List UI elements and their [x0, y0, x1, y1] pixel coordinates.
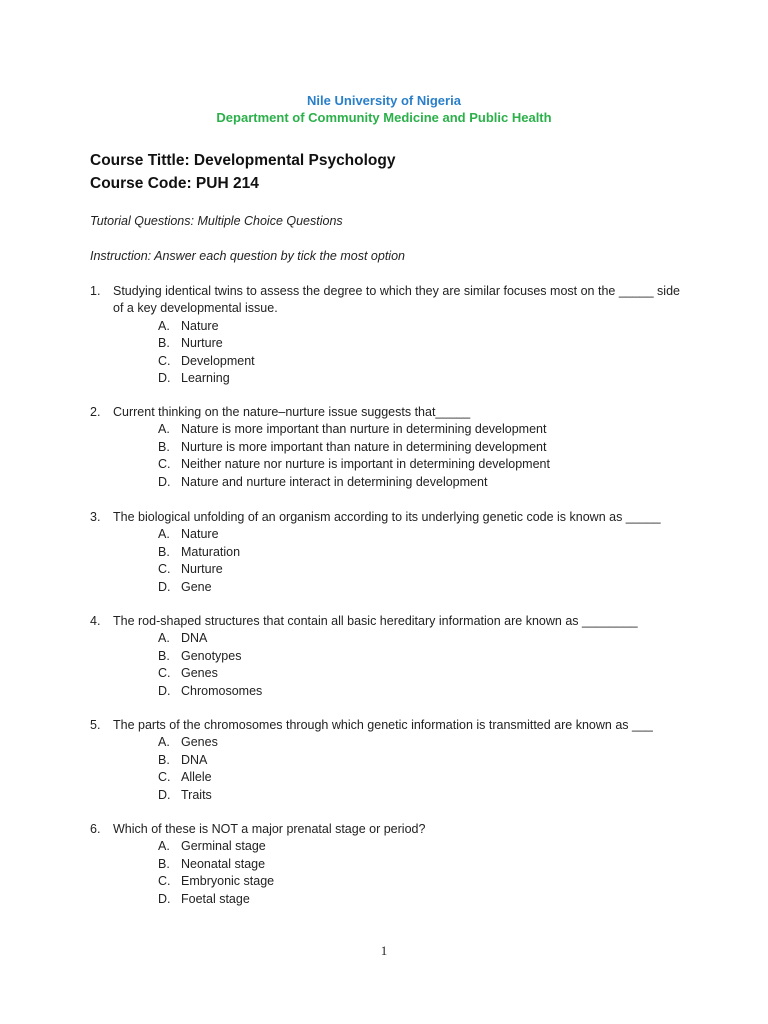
option-letter: C.: [158, 770, 171, 785]
option-b[interactable]: [90, 544, 680, 561]
option-letter: D.: [158, 579, 171, 594]
option-d[interactable]: [90, 579, 680, 596]
question-text: Current thinking on the nature–nurture issue suggests that_____: [113, 405, 471, 419]
option-d[interactable]: [90, 474, 680, 491]
option-letter: B.: [158, 336, 170, 351]
question-2: [90, 404, 680, 491]
option-text: Nurture: [181, 562, 223, 577]
option-letter: B.: [158, 544, 170, 559]
option-text: Neonatal stage: [181, 856, 266, 871]
option-a[interactable]: [90, 838, 680, 855]
department-name: Department of Community Medicine and Public Health: [216, 110, 552, 125]
option-list: [90, 630, 680, 700]
option-letter: A.: [158, 735, 170, 750]
option-b[interactable]: [90, 648, 680, 665]
university-name: Nile University of Nigeria: [307, 93, 461, 108]
option-letter: D.: [158, 787, 171, 802]
option-text: Learning: [181, 371, 230, 386]
option-text: Nature: [181, 318, 219, 333]
question-text: Studying identical twins to assess the degree to which they are similar focuses most on the _____ side of a key developmental issue.: [113, 284, 680, 316]
option-text: Genes: [181, 735, 218, 750]
option-text: Gene: [181, 579, 212, 594]
option-letter: A.: [158, 631, 170, 646]
option-c[interactable]: [90, 873, 680, 890]
question-number: 1.: [90, 284, 101, 298]
option-text: Allele: [181, 770, 212, 785]
option-letter: B.: [158, 439, 170, 454]
option-letter: C.: [158, 874, 171, 889]
option-c[interactable]: [90, 353, 680, 370]
option-letter: D.: [158, 683, 171, 698]
option-a[interactable]: [90, 421, 680, 438]
option-letter: B.: [158, 648, 170, 663]
option-letter: D.: [158, 474, 171, 489]
option-letter: C.: [158, 562, 171, 577]
question-number: 3.: [90, 510, 101, 524]
option-letter: D.: [158, 371, 171, 386]
question-number: 6.: [90, 822, 101, 836]
option-a[interactable]: [90, 318, 680, 335]
option-text: DNA: [181, 631, 208, 646]
question-number: 2.: [90, 405, 101, 419]
question-5: [90, 717, 680, 804]
option-text: Embryonic stage: [181, 874, 275, 889]
option-text: Nature is more important than nurture in determining development: [181, 422, 547, 437]
option-d[interactable]: [90, 370, 680, 387]
option-c[interactable]: [90, 665, 680, 682]
option-c[interactable]: [90, 769, 680, 786]
option-letter: B.: [158, 752, 170, 767]
option-letter: C.: [158, 666, 171, 681]
option-text: Neither nature nor nurture is important in determining development: [181, 457, 550, 472]
option-b[interactable]: [90, 335, 680, 352]
option-letter: A.: [158, 422, 170, 437]
question-text: Which of these is NOT a major prenatal stage or period?: [113, 822, 426, 836]
question-6: [90, 821, 680, 908]
option-list: [90, 838, 680, 908]
question-number: 5.: [90, 718, 101, 732]
option-letter: A.: [158, 527, 170, 542]
option-c[interactable]: [90, 561, 680, 578]
question-number: 4.: [90, 614, 101, 628]
option-text: Nurture: [181, 336, 223, 351]
option-letter: A.: [158, 318, 170, 333]
option-letter: A.: [158, 839, 170, 854]
option-text: Foetal stage: [181, 891, 250, 906]
question-text: The biological unfolding of an organism according to its underlying genetic code is known as _____: [113, 510, 661, 524]
tutorial-note: Tutorial Questions: Multiple Choice Questions: [90, 214, 343, 228]
option-letter: C.: [158, 353, 171, 368]
option-list: [90, 318, 680, 388]
option-letter: B.: [158, 856, 170, 871]
option-list: [90, 421, 680, 491]
question-4: [90, 613, 680, 700]
option-d[interactable]: [90, 787, 680, 804]
course-title: Course Tittle: Developmental Psychology: [90, 152, 396, 169]
option-text: Nature and nurture interact in determining development: [181, 474, 488, 489]
course-code: Course Code: PUH 214: [90, 175, 259, 192]
question-text: The parts of the chromosomes through which genetic information is transmitted are known as ___: [113, 718, 653, 732]
instruction-text: Instruction: Answer each question by tick the most option: [90, 249, 405, 263]
option-a[interactable]: [90, 734, 680, 751]
option-list: [90, 734, 680, 804]
option-text: Maturation: [181, 544, 241, 559]
question-1: [90, 283, 680, 387]
option-text: Development: [181, 353, 255, 368]
question-3: [90, 509, 680, 596]
option-text: Genotypes: [181, 648, 242, 663]
option-letter: D.: [158, 891, 171, 906]
option-a[interactable]: [90, 526, 680, 543]
option-b[interactable]: [90, 752, 680, 769]
option-list: [90, 526, 680, 596]
option-b[interactable]: [90, 856, 680, 873]
option-text: Traits: [181, 787, 212, 802]
question-text: The rod-shaped structures that contain all basic hereditary information are known as ________: [113, 614, 638, 628]
option-b[interactable]: [90, 439, 680, 456]
option-text: Chromosomes: [181, 683, 263, 698]
option-a[interactable]: [90, 630, 680, 647]
option-letter: C.: [158, 457, 171, 472]
option-text: DNA: [181, 752, 208, 767]
option-text: Genes: [181, 666, 218, 681]
option-d[interactable]: [90, 683, 680, 700]
option-text: Germinal stage: [181, 839, 266, 854]
option-text: Nurture is more important than nature in determining development: [181, 439, 547, 454]
page-number: 1: [380, 943, 388, 958]
option-d[interactable]: [90, 891, 680, 908]
option-c[interactable]: [90, 456, 680, 473]
option-text: Nature: [181, 527, 219, 542]
